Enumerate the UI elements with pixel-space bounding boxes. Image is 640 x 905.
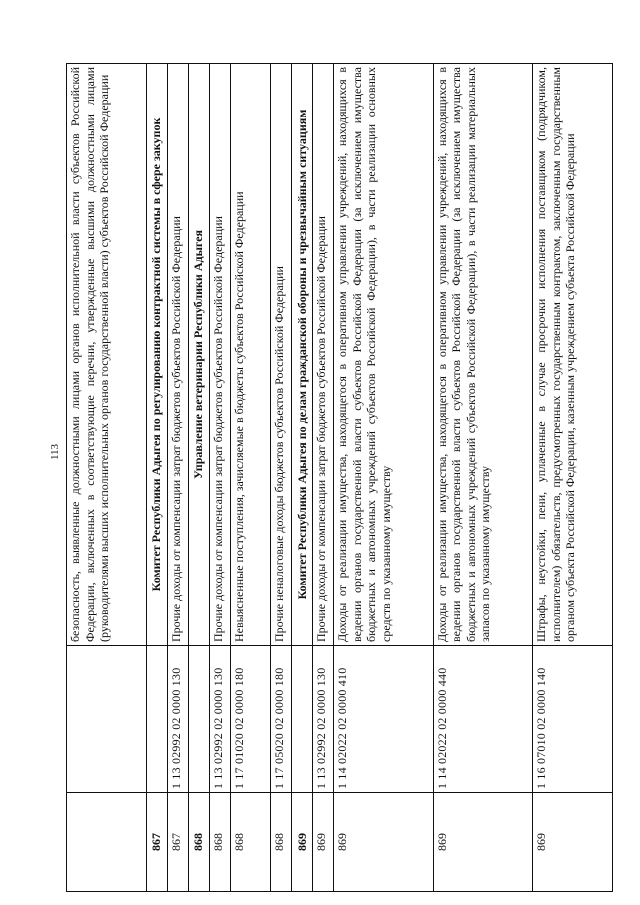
table-row [334, 64, 433, 892]
admin-code-cell: 869 [533, 793, 613, 892]
table-row [271, 64, 292, 892]
admin-code-cell: 867 [167, 793, 188, 892]
table-row [230, 64, 271, 892]
revenue-code-cell [188, 646, 209, 793]
table-row [433, 64, 532, 892]
admin-code-cell: 869 [292, 793, 313, 892]
revenue-code-cell: 1 13 02992 02 0000 130 [209, 646, 230, 793]
table-row [533, 64, 613, 892]
description-cell: Прочие доходы от компенсации затрат бюджетов субъектов Российской Федерации [167, 64, 188, 646]
revenue-code-cell: 1 13 02992 02 0000 130 [167, 646, 188, 793]
revenue-code-cell [292, 646, 313, 793]
admin-code-cell: 868 [271, 793, 292, 892]
table-row [313, 64, 334, 892]
admin-code-cell: 868 [209, 793, 230, 892]
table-row [188, 64, 209, 892]
rotated-page-content [66, 64, 613, 892]
description-cell: Управление ветеринарии Республики Адыгея [188, 64, 209, 646]
description-cell: безопасность, выявленные должностными лицами органов исполнительной власти субъектов Российской Федерации, включенных в соответствующие перечни, утвержденные высшими должностными лицами (руководителями высших исполнительных органов государственной власти) субъектов Российской Федерации [67, 64, 147, 646]
revenue-code-cell: 1 17 01020 02 0000 180 [230, 646, 271, 793]
table-row [209, 64, 230, 892]
description-cell: Доходы от реализации имущества, находящегося в оперативном управлении учреждений, находящихся в ведении органов государственной власти субъектов Российской Федерации (за исключением имущества бюджетных и автономных учреждений субъектов Российской Федерации), в части реализации основных средств по указанному имуществу [334, 64, 433, 646]
revenue-code-cell: 1 16 07010 02 0000 140 [533, 646, 613, 793]
revenue-code-cell: 1 13 02992 02 0000 130 [313, 646, 334, 793]
revenue-code-cell: 1 14 02022 02 0000 440 [433, 646, 532, 793]
admin-code-cell [67, 793, 147, 892]
table-row [292, 64, 313, 892]
admin-code-cell: 869 [433, 793, 532, 892]
table-body [67, 64, 613, 892]
revenue-code-cell [67, 646, 147, 793]
description-cell: Прочие доходы от компенсации затрат бюджетов субъектов Российской Федерации [209, 64, 230, 646]
admin-code-cell: 869 [313, 793, 334, 892]
admin-code-cell: 867 [146, 793, 167, 892]
description-cell: Невыясненные поступления, зачисляемые в бюджеты субъектов Российской Федерации [230, 64, 271, 646]
description-cell: Комитет Республики Адыгея по делам гражданской обороны и чрезвычайным ситуациям [292, 64, 313, 646]
admin-code-cell: 868 [230, 793, 271, 892]
table-row [67, 64, 147, 892]
revenue-code-cell [146, 646, 167, 793]
description-cell: Комитет Республики Адыгея по регулированию контрактной системы в сфере закупок [146, 64, 167, 646]
revenue-code-cell: 1 17 05020 02 0000 180 [271, 646, 292, 793]
admin-code-cell: 868 [188, 793, 209, 892]
table-row [167, 64, 188, 892]
description-cell: Прочие доходы от компенсации затрат бюджетов субъектов Российской Федерации [313, 64, 334, 646]
revenue-codes-table [66, 63, 613, 892]
revenue-code-cell: 1 14 02022 02 0000 410 [334, 646, 433, 793]
description-cell: Штрафы, неустойки, пени, уплаченные в случае просрочки исполнения поставщиком (подрядчиком, исполнителем) обязательств, предусмотренных государственным контрактом, заключенным государственным органом субъекта Российской Федерации, казенным учреждением субъекта Российской Федерации [533, 64, 613, 646]
table-row [146, 64, 167, 892]
page-number: 113 [49, 443, 61, 461]
description-cell: Доходы от реализации имущества, находящегося в оперативном управлении учреждений, находящихся в ведении органов государственной власти субъектов Российской Федерации (за исключением имущества бюджетных и автономных учреждений субъектов Российской Федерации), в части реализации материальных запасов по указанному имуществу [433, 64, 532, 646]
description-cell: Прочие неналоговые доходы бюджетов субъектов Российской Федерации [271, 64, 292, 646]
admin-code-cell: 869 [334, 793, 433, 892]
